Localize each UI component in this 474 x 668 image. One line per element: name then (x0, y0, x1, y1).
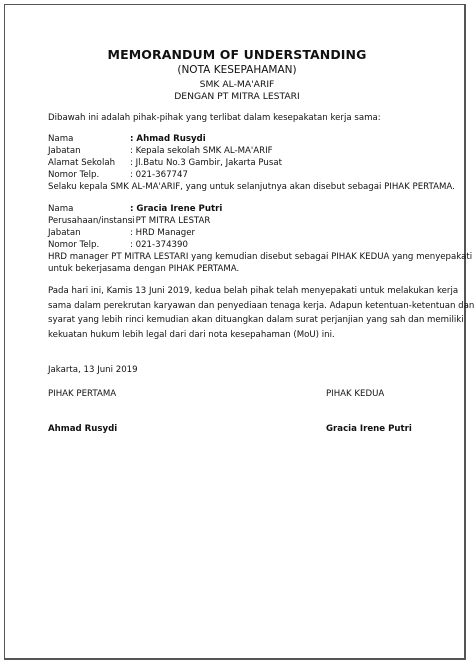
first-party-statement: Selaku kepala SMK AL-MA'ARIF, yang untuk selanjutnya akan disebut sebagai PIHAK PERTAMA. (48, 182, 455, 192)
first-party-heading: SMK AL-MA'ARIF (199, 79, 275, 90)
second-party-heading: DENGAN PT MITRA LESTARI (174, 91, 300, 102)
document-title: MEMORANDUM OF UNDERSTANDING (107, 47, 367, 62)
first-party-phone-label: Nomor Telp. (48, 170, 100, 180)
second-party-name-label: Nama (48, 204, 74, 214)
second-party-phone-value: : 021-374390 (130, 240, 188, 250)
first-party-signatory: Ahmad Rusydi (48, 424, 118, 434)
second-party-statement-line-1: HRD manager PT MITRA LESTARI yang kemudian disebut sebagai PIHAK KEDUA yang menyepakati (48, 252, 473, 262)
second-party-position-value: : HRD Manager (130, 228, 196, 238)
second-party-statement-line-2: untuk bekerjasama dengan PIHAK PERTAMA. (48, 264, 240, 274)
second-party-company-label: Perusahaan/instansi (48, 216, 135, 226)
agreement-line: sama dalam perekrutan karyawan dan penyediaan tenaga kerja. Adapun ketentuan-ketentuan dan (48, 300, 474, 311)
first-party-phone-value: : 021-367747 (130, 170, 188, 180)
second-party-signatory: Gracia Irene Putri (326, 424, 412, 434)
second-party-company-value: : PT MITRA LESTAR (130, 216, 211, 226)
agreement-paragraph (48, 284, 474, 342)
agreement-line: kekuatan hukum lebih legal dari dari nota kesepahaman (MoU) ini. (48, 329, 335, 340)
first-party-name-value: : Ahmad Rusydi (130, 134, 206, 144)
place-date: Jakarta, 13 Juni 2019 (48, 365, 138, 375)
second-party-position-label: Jabatan (48, 228, 81, 238)
second-party-phone-label: Nomor Telp. (48, 240, 100, 250)
agreement-line: syarat yang lebih rinci kemudian akan dituangkan dalam surat perjanjian yang sah dan memiliki (48, 315, 464, 325)
second-party-name-value: : Gracia Irene Putri (130, 204, 223, 214)
agreement-line: Pada hari ini, Kamis 13 Juni 2019, kedua belah pihak telah menyepakati untuk melakukan kerja (48, 286, 459, 296)
first-party-address-label: Alamat Sekolah (48, 158, 116, 168)
first-party-role: PIHAK PERTAMA (48, 389, 117, 399)
first-party-address-value: : Jl.Batu No.3 Gambir, Jakarta Pusat (130, 158, 282, 168)
intro-text: Dibawah ini adalah pihak-pihak yang terlibat dalam kesepakatan kerja sama: (48, 113, 381, 123)
first-party-name-label: Nama (48, 134, 74, 144)
second-party-role: PIHAK KEDUA (326, 389, 385, 399)
first-party-position-value: : Kepala sekolah SMK AL-MA'ARIF (130, 146, 273, 156)
document-subtitle: (NOTA KESEPAHAMAN) (177, 64, 297, 76)
first-party-position-label: Jabatan (48, 146, 81, 156)
